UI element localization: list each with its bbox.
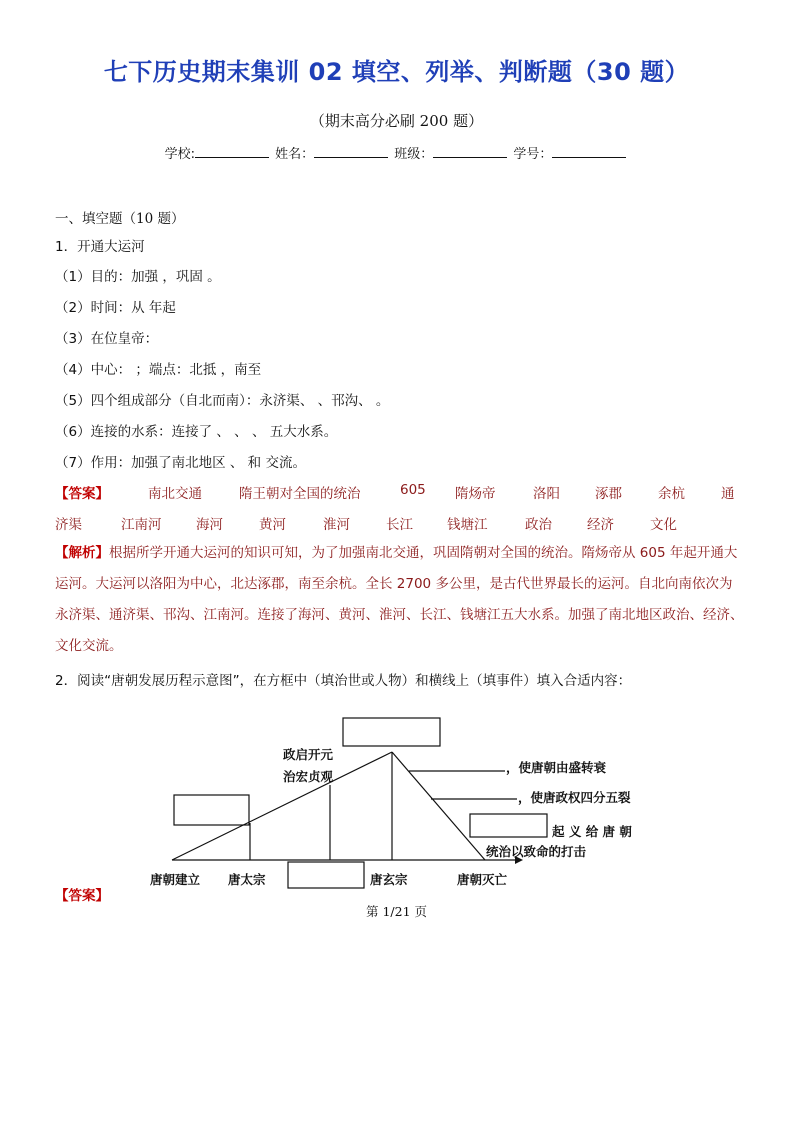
- answer-item: 长江: [386, 517, 413, 533]
- answer-label-q2: 【答案】: [55, 888, 109, 904]
- page-number: 第 1/21 页: [365, 904, 428, 919]
- answer-item: 海河: [196, 517, 223, 533]
- axis-label: 唐朝建立: [150, 872, 201, 887]
- answer-item: 隋王朝对全国的统治: [239, 486, 361, 502]
- answer-box-left[interactable]: [174, 795, 249, 825]
- rise-line: [172, 752, 392, 860]
- question-1-item: （2）时间：从 年起: [55, 300, 176, 316]
- axis-label: 唐太宗: [228, 872, 266, 887]
- class-label: 班级：: [394, 147, 434, 162]
- answer-item: 余杭: [658, 486, 685, 502]
- answer-item: 涿郡: [595, 486, 622, 502]
- page-title: 七下历史期末集训 02 填空、列举、判断题（30 题）: [103, 58, 690, 86]
- question-1-item: （5）四个组成部分（自北而南）：永济渠、 、邗沟、 。: [55, 393, 390, 409]
- answer-item: 黄河: [259, 517, 286, 533]
- answer-item: 钱塘江: [447, 517, 488, 533]
- answer-box-uprising[interactable]: [470, 814, 547, 837]
- number-label: 学号：: [513, 147, 553, 162]
- axis-label: 唐朝灭亡: [457, 872, 508, 887]
- page-subtitle: （期末高分必刷 200 题）: [309, 112, 484, 130]
- question-1-item: （6）连接的水系：连接了 、 、 、 五大水系。: [55, 424, 338, 440]
- answer-box-peak[interactable]: [343, 718, 440, 746]
- peak-text-2: 治宏贞观: [283, 769, 334, 784]
- question-1-item: （1）目的：加强 ，巩固 。: [55, 269, 221, 285]
- question-1-item: （4）中心： ；端点：北抵 ，南至: [55, 362, 262, 378]
- event2-label: ，使唐政权四分五裂: [518, 790, 631, 805]
- answer-item: 通: [721, 486, 735, 502]
- question-1-item: （3）在位皇帝：: [55, 331, 159, 347]
- analysis-text: 根据所学开通大运河的知识可知，为了加强南北交通，巩固隋朝对全国的统治。隋炀帝从 605 年起开通大运河。大运河以洛阳为中心，北达涿郡，南至余杭。全长 2700 多公里，是古代世界最长的运河。自北向南依次为永济渠、通济渠、邗沟、江南河。连接了海河、黄河、淮河、长江、钱塘江五大水系。加强了南北地区政治、经济、文化交流。: [55, 545, 744, 654]
- analysis-label: 【解析】: [55, 545, 109, 561]
- question-2-title: 2．阅读“唐朝发展历程示意图”，在方框中（填治世或人物）和横线上（填事件）填入合适内容：: [55, 673, 632, 689]
- answer-box-bottom[interactable]: [288, 862, 364, 888]
- answer-item: 济渠: [55, 517, 82, 533]
- peak-text-1: 政启开元: [283, 747, 334, 762]
- answer-item: 江南河: [121, 517, 162, 533]
- question-1-item: （7）作用：加强了南北地区 、 和 交流。: [55, 455, 306, 471]
- answer-item: 洛阳: [533, 486, 560, 502]
- answer-label: 【答案】: [55, 486, 109, 502]
- event1-label: ，使唐朝由盛转衰: [506, 760, 607, 775]
- question-1-title: 1．开通大运河: [55, 239, 145, 255]
- answer-item: 605: [400, 482, 426, 498]
- event3-label-2: 统治以致命的打击: [486, 844, 587, 859]
- answer-item: 政治: [525, 517, 552, 533]
- answer-item: 隋炀帝: [455, 486, 496, 502]
- answer-item: 淮河: [323, 517, 350, 533]
- answer-item: 经济: [587, 517, 614, 533]
- event3-label-1: 起 义 给 唐 朝: [552, 824, 632, 839]
- section-heading: 一、填空题（10 题）: [55, 211, 185, 227]
- answer-item: 南北交通: [148, 486, 202, 502]
- school-label: 学校:: [164, 147, 195, 162]
- axis-label: 唐玄宗: [370, 872, 408, 887]
- fall-line: [392, 752, 485, 860]
- name-label: 姓名：: [275, 147, 315, 162]
- answer-item: 文化: [650, 517, 677, 533]
